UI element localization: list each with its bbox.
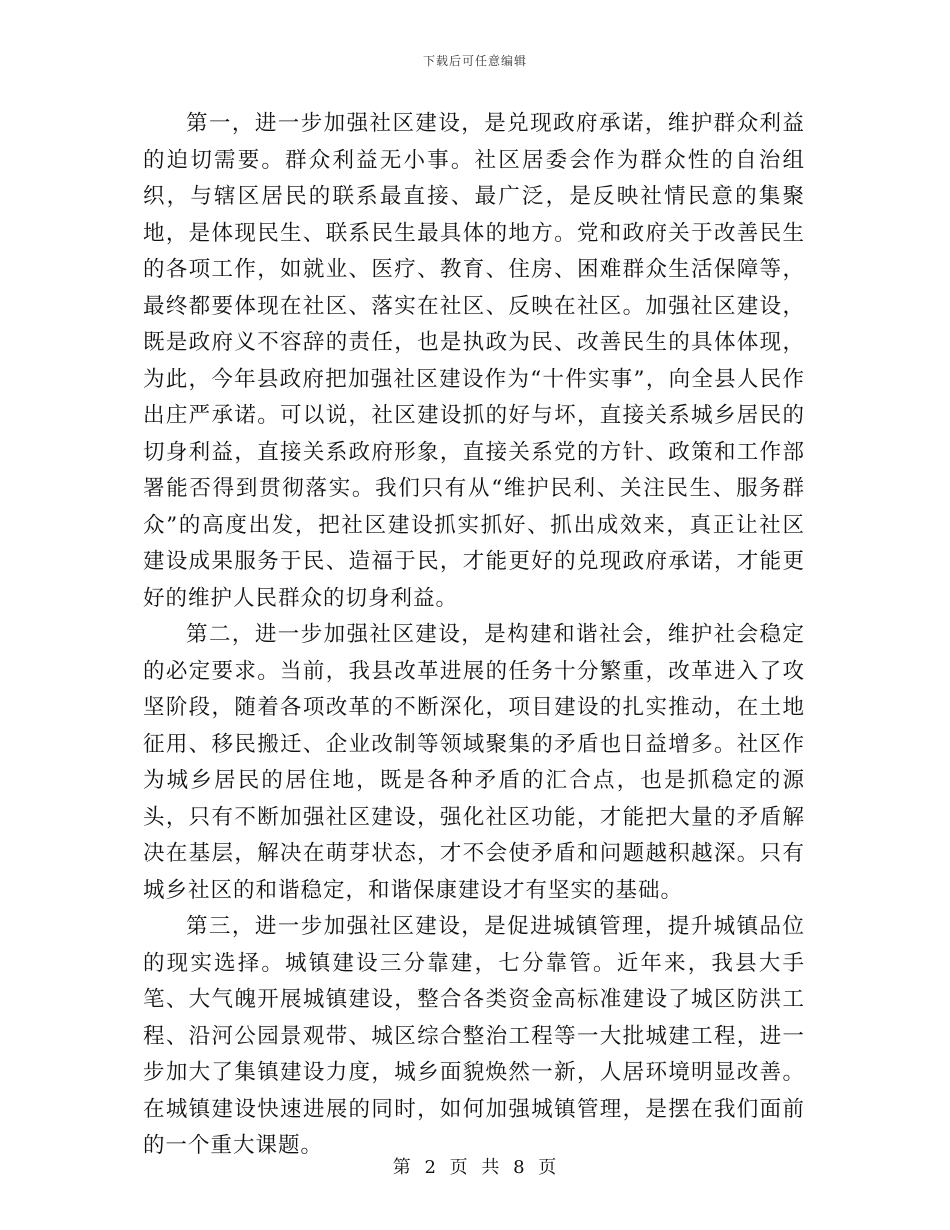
document-body <box>143 106 805 1165</box>
paragraph-2: 第二，进一步加强社区建设，是构建和谐社会，维护社会稳定的必定要求。当前，我县改革进展的任务十分繁重，改革进入了攻坚阶段，随着各项改革的不断深化，项目建设的扎实推动，在土地征用、移民搬迁、企业改制等领域聚集的矛盾也日益增多。社区作为城乡居民的居住地，既是各种矛盾的汇合点，也是抓稳定的源头，只有不断加强社区建设，强化社区功能，才能把大量的矛盾解决在基层，解决在萌芽状态，才不会使矛盾和问题越积越深。只有城乡社区的和谐稳定，和谐保康建设才有坚实的基础。 <box>143 622 805 903</box>
page-number-prefix: 第 <box>392 1157 412 1178</box>
page-number-total: 8 <box>513 1157 526 1178</box>
page-number-page-word: 页 <box>449 1157 469 1178</box>
paragraph-1: 第一，进一步加强社区建设，是兑现政府承诺，维护群众利益的迫切需要。群众利益无小事。社区居委会作为群众性的自治组织，与辖区居民的联系最直接、最广泛，是反映社情民意的集聚地，是体现民生、联系民生最具体的地方。党和政府关于改善民生的各项工作，如就业、医疗、教育、住房、困难群众生活保障等，最终都要体现在社区、落实在社区、反映在社区。加强社区建设，既是政府义不容辞的责任，也是执政为民、改善民生的具体体现，为此，今年县政府把加强社区建设作为“十件实事”，向全县人民作出庄严承诺。可以说，社区建设抓的好与坏，直接关系城乡居民的切身利益，直接关系政府形象，直接关系党的方针、政策和工作部署能否得到贯彻落实。我们只有从“维护民利、关注民生、服务群众”的高度出发，把社区建设抓实抓好、抓出成效来，真正让社区建设成果服务于民、造福于民，才能更好的兑现政府承诺，才能更好的维护人民群众的切身利益。 <box>143 111 805 611</box>
paragraph-3: 第三，进一步加强社区建设，是促进城镇管理，提升城镇品位的现实选择。城镇建设三分靠建，七分靠管。近年来，我县大手笔、大气魄开展城镇建设，整合各类资金高标准建设了城区防洪工程、沿河公园景观带、城区综合整治工程等一大批城建工程，进一步加大了集镇建设力度，城乡面貌焕然一新，人居环境明显改善。在城镇建设快速进展的同时，如何加强城镇管理，是摆在我们面前的一个重大课题。 <box>143 914 805 1158</box>
page-number-current: 2 <box>424 1157 437 1178</box>
page-number-suffix: 页 <box>538 1157 558 1178</box>
page-header-note: 下载后可任意编辑 <box>422 54 527 68</box>
page-number <box>0 1153 950 1179</box>
page-number-total-word: 共 <box>481 1157 501 1178</box>
